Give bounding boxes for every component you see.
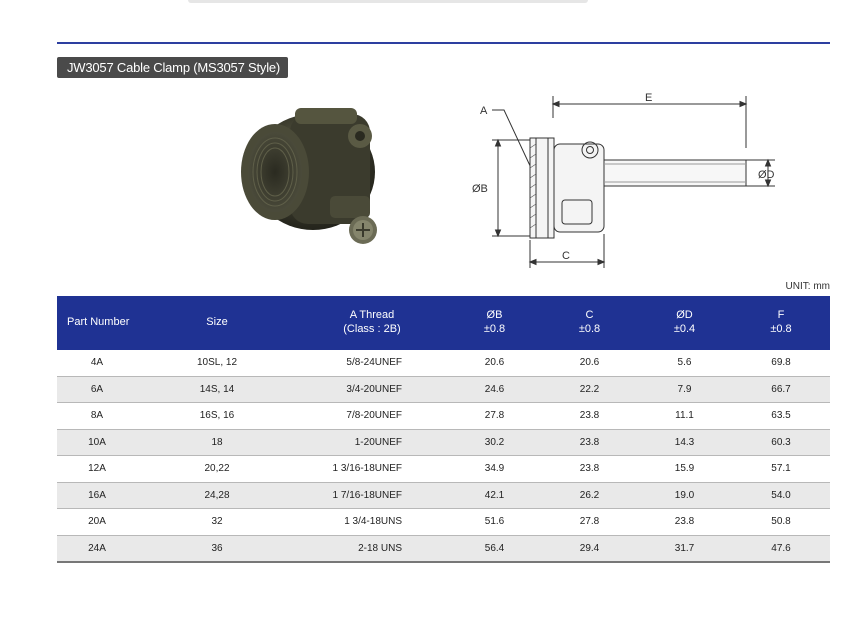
cell-f: 57.1: [732, 456, 830, 483]
cell-c: 27.8: [542, 509, 637, 536]
cell-d: 14.3: [637, 429, 732, 456]
spec-table: [57, 296, 830, 563]
dimension-drawing: [470, 88, 800, 273]
cell-d: 7.9: [637, 376, 732, 403]
table-row: [57, 482, 830, 509]
table-row: [57, 403, 830, 430]
cell-a-thread: 1 3/16-18UNEF: [297, 456, 447, 483]
cell-b: 34.9: [447, 456, 542, 483]
section-divider: [57, 42, 830, 44]
label-a: A: [480, 105, 488, 117]
cell-a-thread: 1 3/4-18UNS: [297, 509, 447, 536]
cell-part-number: 20A: [57, 509, 137, 536]
cell-f: 63.5: [732, 403, 830, 430]
unit-label: UNIT: mm: [785, 281, 830, 292]
cell-c: 23.8: [542, 403, 637, 430]
cell-d: 19.0: [637, 482, 732, 509]
cell-b: 24.6: [447, 376, 542, 403]
header-a-thread: A Thread (Class : 2B): [297, 296, 447, 350]
table-header-row: [57, 296, 830, 350]
cell-size: 20,22: [137, 456, 297, 483]
cell-d: 11.1: [637, 403, 732, 430]
cell-part-number: 12A: [57, 456, 137, 483]
label-d: ØD: [758, 169, 775, 181]
cell-part-number: 10A: [57, 429, 137, 456]
table-row: [57, 456, 830, 483]
table-row: [57, 509, 830, 536]
cell-c: 22.2: [542, 376, 637, 403]
cell-part-number: 16A: [57, 482, 137, 509]
cell-size: 10SL, 12: [137, 350, 297, 376]
cell-a-thread: 7/8-20UNEF: [297, 403, 447, 430]
label-e: E: [645, 92, 653, 104]
cell-f: 69.8: [732, 350, 830, 376]
table-row: [57, 376, 830, 403]
cell-c: 29.4: [542, 535, 637, 562]
cell-b: 51.6: [447, 509, 542, 536]
cell-d: 23.8: [637, 509, 732, 536]
cell-size: 14S, 14: [137, 376, 297, 403]
cell-b: 20.6: [447, 350, 542, 376]
cell-part-number: 8A: [57, 403, 137, 430]
cell-f: 47.6: [732, 535, 830, 562]
header-b: ØB ±0.8: [447, 296, 542, 350]
label-b: ØB: [472, 183, 488, 195]
cell-part-number: 6A: [57, 376, 137, 403]
top-edge-bar: [188, 0, 588, 3]
cell-a-thread: 1-20UNEF: [297, 429, 447, 456]
header-d: ØD ±0.4: [637, 296, 732, 350]
cable-clamp-photo: [235, 100, 385, 255]
cell-part-number: 24A: [57, 535, 137, 562]
label-c: C: [562, 250, 570, 262]
cell-b: 30.2: [447, 429, 542, 456]
cell-b: 27.8: [447, 403, 542, 430]
cell-a-thread: 2-18 UNS: [297, 535, 447, 562]
cell-a-thread: 1 7/16-18UNEF: [297, 482, 447, 509]
cell-b: 42.1: [447, 482, 542, 509]
header-size: Size: [137, 296, 297, 350]
cell-a-thread: 3/4-20UNEF: [297, 376, 447, 403]
cell-f: 50.8: [732, 509, 830, 536]
cell-c: 20.6: [542, 350, 637, 376]
cell-size: 16S, 16: [137, 403, 297, 430]
cell-size: 32: [137, 509, 297, 536]
cell-f: 60.3: [732, 429, 830, 456]
cell-size: 36: [137, 535, 297, 562]
cell-f: 54.0: [732, 482, 830, 509]
cell-c: 26.2: [542, 482, 637, 509]
cell-d: 31.7: [637, 535, 732, 562]
cell-a-thread: 5/8-24UNEF: [297, 350, 447, 376]
cell-part-number: 4A: [57, 350, 137, 376]
table-row: [57, 535, 830, 562]
cell-d: 5.6: [637, 350, 732, 376]
cell-size: 24,28: [137, 482, 297, 509]
header-part-number: Part Number: [57, 296, 137, 350]
cell-f: 66.7: [732, 376, 830, 403]
table-row: [57, 350, 830, 376]
cell-size: 18: [137, 429, 297, 456]
product-title: JW3057 Cable Clamp (MS3057 Style): [57, 57, 288, 78]
cell-c: 23.8: [542, 456, 637, 483]
header-c: C ±0.8: [542, 296, 637, 350]
cell-b: 56.4: [447, 535, 542, 562]
cell-d: 15.9: [637, 456, 732, 483]
header-f: F ±0.8: [732, 296, 830, 350]
table-row: [57, 429, 830, 456]
cell-c: 23.8: [542, 429, 637, 456]
